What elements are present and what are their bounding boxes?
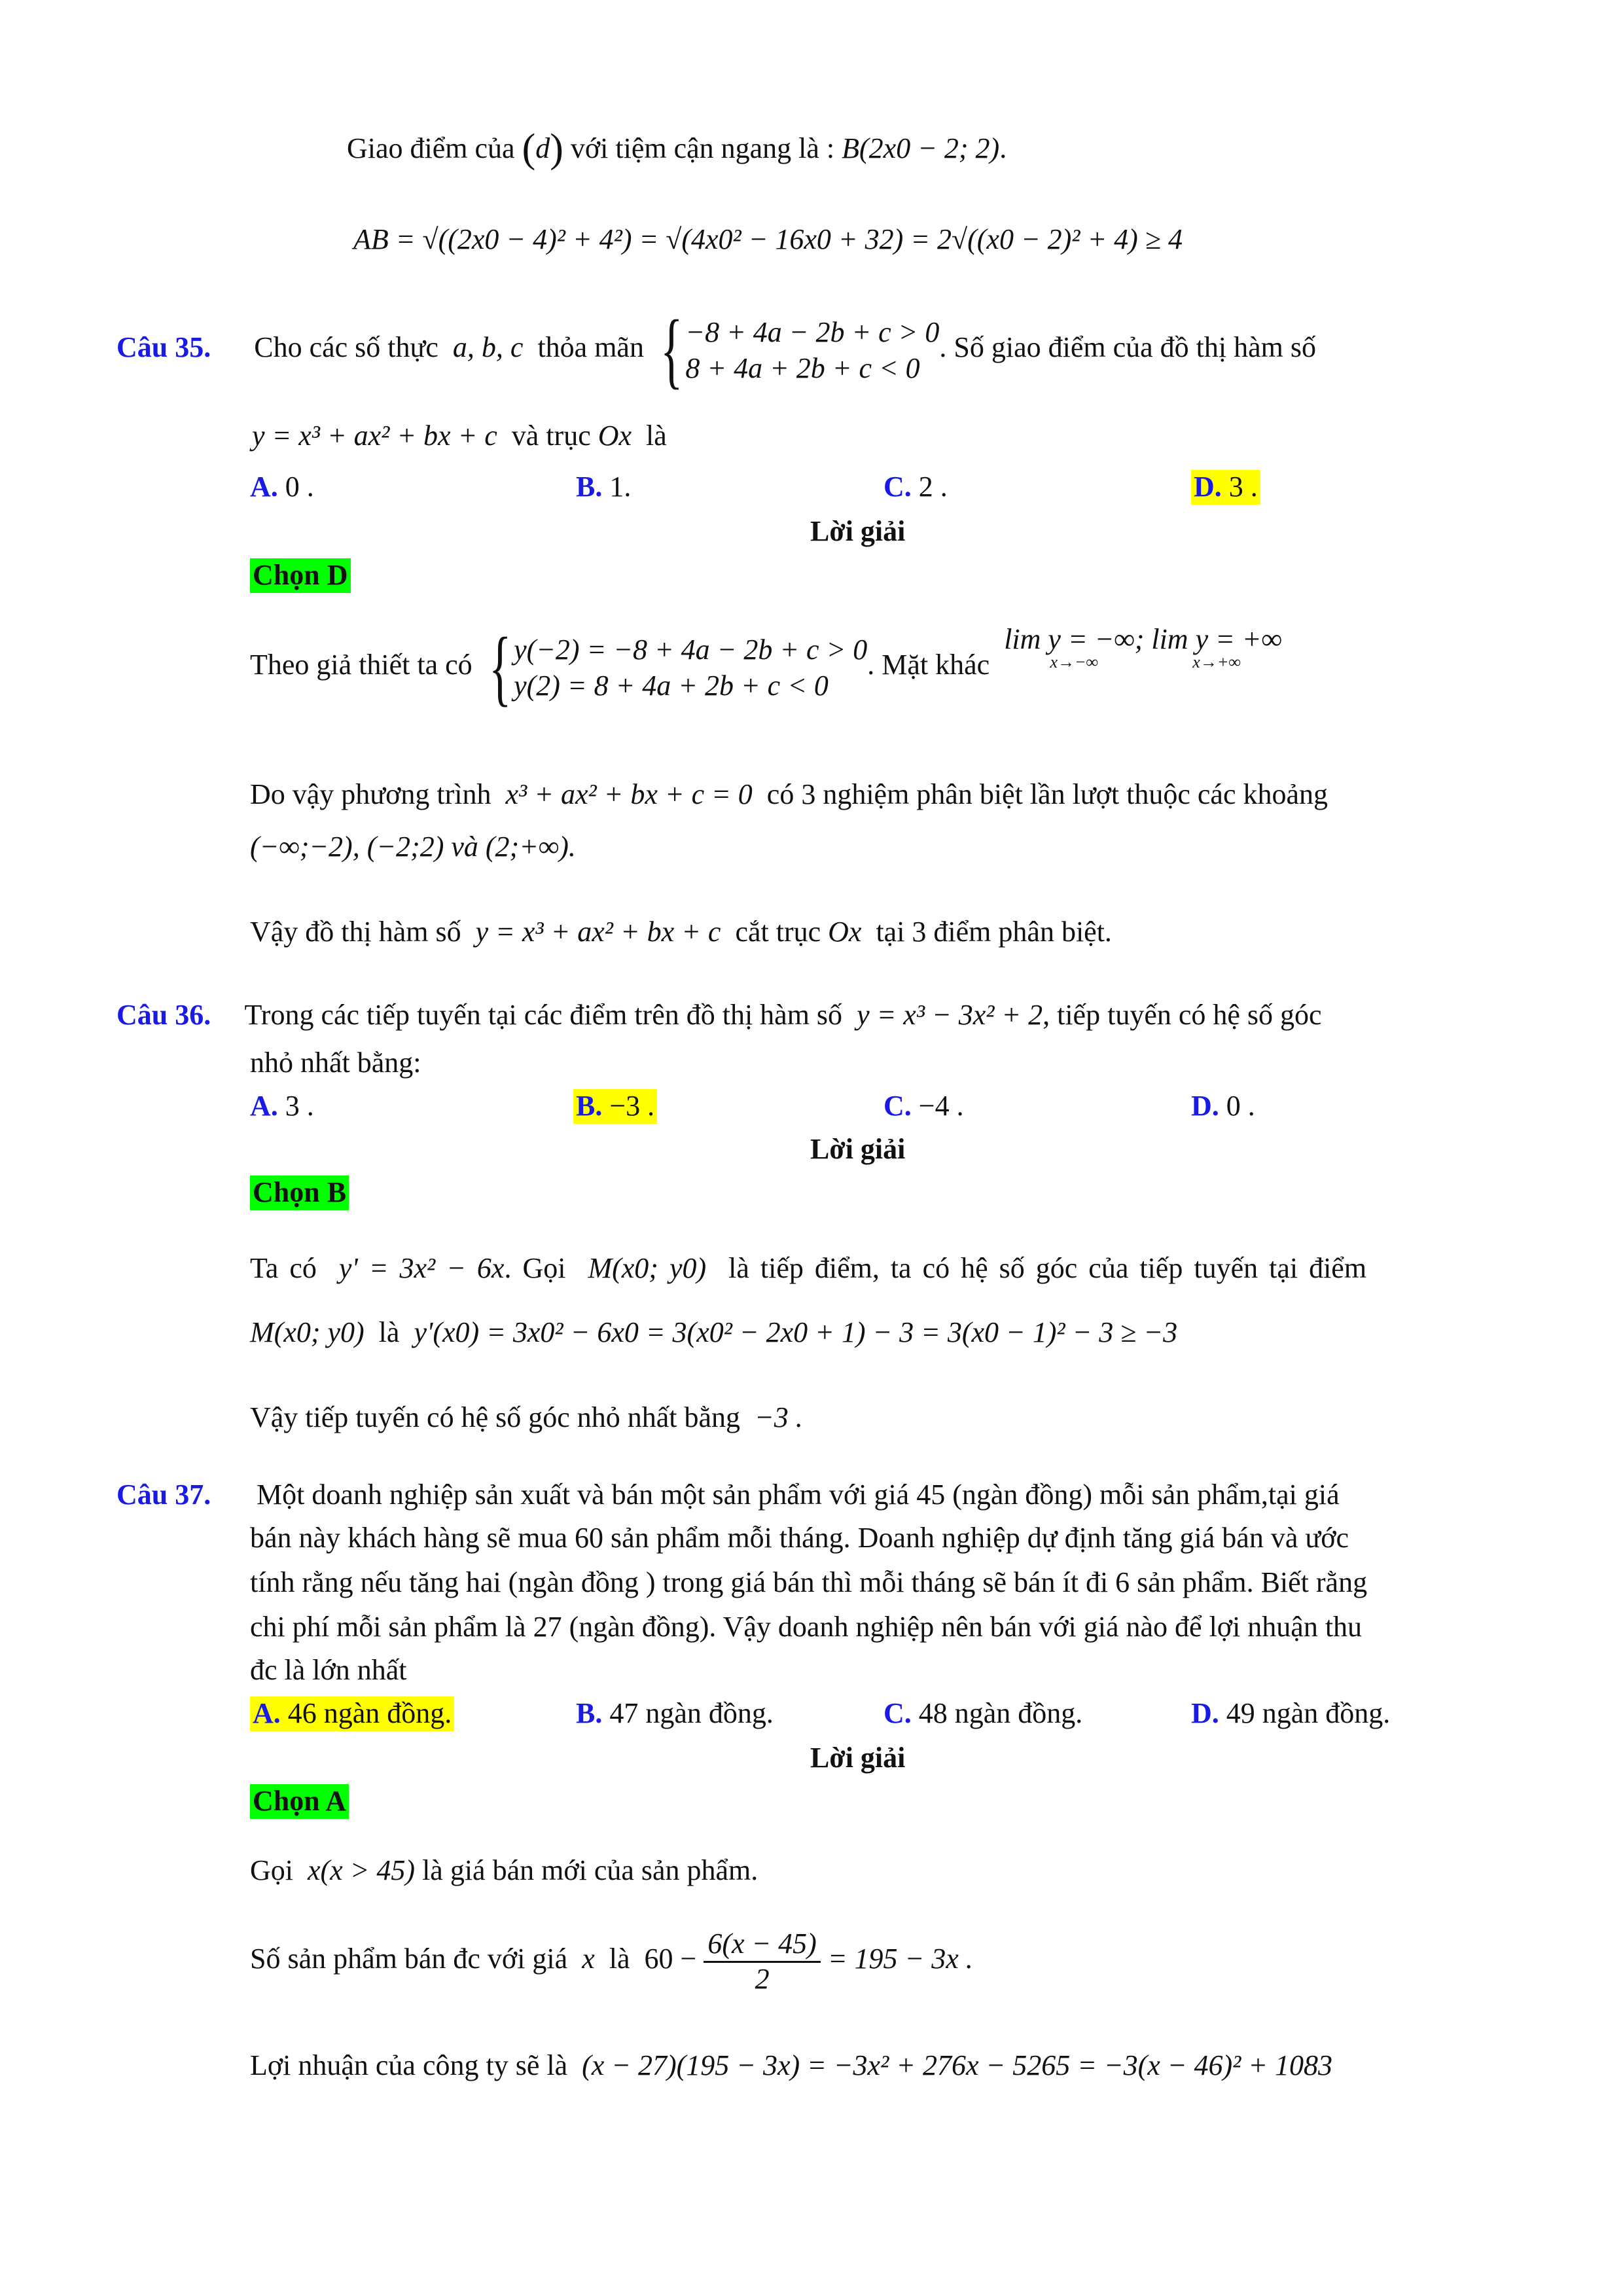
q35-sol3-axis: Ox bbox=[828, 916, 862, 948]
q35-number: Câu 35. bbox=[116, 331, 211, 364]
q37-stem-5: đc là lớn nhất bbox=[250, 1654, 407, 1686]
q36-sol3-text: Vậy tiếp tuyến có hệ số góc nhỏ nhất bằng bbox=[250, 1401, 741, 1433]
q36-option-a-value: 3 . bbox=[285, 1090, 314, 1122]
q37-option-a-label: A. bbox=[253, 1697, 281, 1729]
q35-stem-a: Cho các số thực bbox=[254, 331, 438, 364]
q35-choice: Chọn D bbox=[250, 558, 351, 593]
q35-sys2: 8 + 4a + 2b + c < 0 bbox=[685, 352, 920, 384]
q37-sol2-a: Số sản phẩm bán đc với giá bbox=[250, 1943, 568, 1975]
q36-option-b-label: B. bbox=[576, 1090, 603, 1122]
q37-stem-1: Một doanh nghiệp sản xuất và bán một sản phẩm với giá 45 (ngàn đồng) mỗi sản phẩm,tại giá bbox=[257, 1479, 1340, 1511]
q35-sol3-a: Vậy đồ thị hàm số bbox=[250, 916, 461, 948]
ab-formula: AB = √((2x0 − 4)² + 4²) = √(4x0² − 16x0 + 32) = 2√((x0 − 2)² + 4) ≥ 4 bbox=[353, 223, 1183, 255]
q35-option-d-value: 3 . bbox=[1228, 471, 1258, 503]
q35-stem-end: là bbox=[646, 420, 667, 452]
q37-number bbox=[116, 1478, 211, 1513]
q35-sol1-b: . Mặt khác bbox=[867, 649, 990, 681]
q36-sol2-point: M(x0; y0) bbox=[250, 1316, 365, 1348]
q35-option-d-label: D. bbox=[1194, 471, 1222, 503]
q37-option-d-label: D. bbox=[1191, 1697, 1219, 1729]
q36-sol3-value: −3 . bbox=[755, 1401, 803, 1433]
q35-option-b[interactable] bbox=[576, 470, 631, 505]
q36-choice: Chọn B bbox=[250, 1175, 349, 1210]
q36-option-b[interactable] bbox=[573, 1089, 657, 1124]
q36-option-c-value: −4 . bbox=[918, 1090, 964, 1122]
q37-option-b[interactable] bbox=[576, 1696, 774, 1731]
q37-stem-4: chi phí mỗi sản phẩm là 27 (ngàn đồng). Vậy doanh nghiệp nên bán với giá nào để lợi nhuận thu bbox=[250, 1611, 1363, 1643]
q36-function: y = x³ − 3x² + 2 bbox=[857, 999, 1043, 1031]
q36-sol2-is: là bbox=[378, 1316, 400, 1348]
q35-vars: a, b, c bbox=[452, 331, 524, 364]
q35-sol2-a: Do vậy phương trình bbox=[250, 778, 491, 810]
q35-sol1-sys1: y(−2) = −8 + 4a − 2b + c > 0 bbox=[514, 634, 868, 666]
q37-sol1-a: Gọi bbox=[250, 1854, 293, 1886]
q36-sol2 bbox=[250, 1316, 1177, 1350]
q36-option-d[interactable] bbox=[1191, 1089, 1255, 1124]
q36-option-c[interactable] bbox=[883, 1089, 964, 1124]
q36-stem-line1 bbox=[116, 998, 1322, 1033]
q35-lim2-expr: lim y = +∞ bbox=[1151, 623, 1282, 655]
q36-option-b-value: −3 . bbox=[609, 1090, 655, 1122]
q35-sol3 bbox=[250, 915, 1112, 950]
q37-sol1-b: là giá bán mới của sản phẩm. bbox=[422, 1854, 758, 1886]
q37-option-c-label: C. bbox=[883, 1697, 912, 1729]
q35-lim1 bbox=[1004, 625, 1144, 671]
q36-derivative: y' = 3x² − 6x bbox=[338, 1252, 505, 1284]
q37-number-label: Câu 37. bbox=[116, 1479, 211, 1511]
q35-lim1-expr: lim y = −∞; bbox=[1004, 623, 1145, 655]
q35-stem-line1: Câu 35. Cho các số thực a, b, c thỏa mãn {−8 + 4a − 2b + c > 0 8 + 4a + 2b + c < 0. Số giao điểm của đồ thị hàm số bbox=[116, 303, 1316, 397]
q35-option-a-label: A. bbox=[250, 471, 278, 503]
q35-option-c-label: C. bbox=[883, 471, 912, 503]
q35-sol3-fn: y = x³ + ax² + bx + c bbox=[475, 916, 721, 948]
q36-option-d-value: 0 . bbox=[1226, 1090, 1255, 1122]
q36-stem-a: Trong các tiếp tuyến tại các điểm trên đồ thị hàm số bbox=[244, 999, 843, 1031]
q37-sol2-denominator: 2 bbox=[755, 1962, 770, 1995]
q37-sol2-lead: 60 − bbox=[644, 1943, 697, 1975]
q35-stem-c: . Số giao điểm của đồ thị hàm số bbox=[939, 331, 1316, 364]
q36-stem-line2: nhỏ nhất bằng: bbox=[250, 1047, 421, 1079]
q37-sol2 bbox=[250, 1928, 973, 1996]
q37-option-d[interactable] bbox=[1191, 1696, 1390, 1731]
q35-lim2 bbox=[1151, 625, 1282, 671]
q36-option-a[interactable] bbox=[250, 1089, 314, 1124]
q35-sol3-c: tại 3 điểm phân biệt. bbox=[876, 916, 1112, 948]
line-d: d bbox=[535, 132, 550, 164]
q37-solution-heading: Lời giải bbox=[810, 1742, 906, 1774]
q37-option-c[interactable] bbox=[883, 1696, 1082, 1731]
q36-sol1-c: là tiếp điểm, ta có hệ số góc của tiếp tuyến tại điểm bbox=[728, 1252, 1367, 1284]
q35-stem-rest: và trục bbox=[511, 420, 591, 452]
q35-sol1-system bbox=[514, 632, 867, 704]
q35-function: y = x³ + ax² + bx + c bbox=[252, 420, 497, 452]
q36-sol1-a: Ta có bbox=[250, 1252, 317, 1284]
q37-option-a[interactable] bbox=[250, 1696, 454, 1731]
q36-number: Câu 36. bbox=[116, 999, 211, 1031]
q37-choice: Chọn A bbox=[250, 1784, 349, 1819]
q36-option-a-label: A. bbox=[250, 1090, 278, 1122]
q37-stem-2: bán này khách hàng sẽ mua 60 sản phẩm mỗi tháng. Doanh nghiệp dự định tăng giá bán và ước bbox=[250, 1522, 1349, 1554]
q35-lim1-sub: x→−∞ bbox=[1050, 653, 1099, 672]
q36-solution-heading: Lời giải bbox=[810, 1133, 906, 1165]
intersection-point: B(2x0 − 2; 2) bbox=[842, 132, 1000, 164]
q37-sol3-eq: (x − 27)(195 − 3x) = −3x² + 276x − 5265 = −3(x − 46)² + 1083 bbox=[582, 2049, 1332, 2081]
q37-sol2-x: x bbox=[582, 1943, 595, 1975]
q35-sol2-eq: x³ + ax² + bx + c = 0 bbox=[505, 778, 753, 810]
q35-sol1: Theo giả thiết ta có {y(−2) = −8 + 4a − 2b + c > 0 y(2) = 8 + 4a + 2b + c < 0. Mặt khác lim y = −∞; x→−∞ lim y = +∞ x→+∞ bbox=[250, 620, 1282, 715]
q36-sol1-b: . Gọi bbox=[504, 1252, 566, 1284]
q35-lim2-sub: x→+∞ bbox=[1192, 653, 1241, 672]
q36-option-d-label: D. bbox=[1191, 1090, 1219, 1122]
q37-option-c-value: 48 ngàn đồng. bbox=[918, 1697, 1083, 1729]
q35-sol2-line1 bbox=[250, 778, 1328, 812]
intersection-text: Giao điểm của bbox=[347, 132, 515, 164]
q35-option-c-value: 2 . bbox=[918, 471, 948, 503]
q35-option-d[interactable] bbox=[1191, 470, 1260, 505]
q35-sys1: −8 + 4a − 2b + c > 0 bbox=[685, 316, 940, 348]
q35-axis: Ox bbox=[597, 420, 632, 452]
q35-stem-line2 bbox=[252, 419, 667, 454]
q37-sol2-fraction bbox=[704, 1928, 821, 1996]
q36-sol1 bbox=[250, 1251, 1366, 1286]
q35-sol2-b: có 3 nghiệm phân biệt lần lượt thuộc các khoảng bbox=[766, 778, 1329, 810]
q35-option-a[interactable] bbox=[250, 470, 314, 505]
q36-stem-b: , tiếp tuyến có hệ số góc bbox=[1043, 999, 1322, 1031]
q35-solution-heading: Lời giải bbox=[810, 515, 906, 547]
q35-option-b-value: 1. bbox=[609, 471, 632, 503]
q35-sol2-intervals: (−∞;−2), (−2;2) và (2;+∞). bbox=[250, 831, 576, 863]
intersection-mid: với tiệm cận ngang là : bbox=[570, 132, 835, 164]
q37-option-d-value: 49 ngàn đồng. bbox=[1226, 1697, 1391, 1729]
q36-sol2-eq: y'(x0) = 3x0² − 6x0 = 3(x0² − 2x0 + 1) − 3 = 3(x0 − 1)² − 3 ≥ −3 bbox=[414, 1316, 1178, 1348]
q36-option-c-label: C. bbox=[883, 1090, 912, 1122]
q35-sol3-b: cắt trục bbox=[735, 916, 821, 948]
q36-sol3 bbox=[250, 1401, 803, 1435]
q35-option-a-value: 0 . bbox=[285, 471, 314, 503]
q35-stem-b: thỏa mãn bbox=[537, 331, 644, 364]
q37-sol2-b: là bbox=[609, 1943, 630, 1975]
q35-system bbox=[685, 314, 939, 386]
q36-sol1-point: M(x0; y0) bbox=[588, 1252, 707, 1284]
q37-sol2-result: = 195 − 3x . bbox=[827, 1943, 973, 1975]
q35-option-c[interactable] bbox=[883, 470, 948, 505]
q37-sol3 bbox=[250, 2049, 1332, 2083]
q37-sol2-numerator: 6(x − 45) bbox=[704, 1928, 821, 1963]
q37-stem-3: tính rằng nếu tăng hai (ngàn đồng ) trong giá bán thì mỗi tháng sẽ bán ít đi 6 sản phẩm. Biết rằng bbox=[250, 1566, 1368, 1598]
q35-option-b-label: B. bbox=[576, 471, 603, 503]
q37-option-b-label: B. bbox=[576, 1697, 603, 1729]
q37-sol1-var: x(x > 45) bbox=[308, 1854, 416, 1886]
q37-sol3-a: Lợi nhuận của công ty sẽ là bbox=[250, 2049, 568, 2081]
q37-option-b-value: 47 ngàn đồng. bbox=[609, 1697, 774, 1729]
intersection-line: Giao điểm của (d) với tiệm cận ngang là : B(2x0 − 2; 2). bbox=[347, 126, 1007, 171]
q35-sol1-text: Theo giả thiết ta có bbox=[250, 649, 473, 681]
q37-sol1 bbox=[250, 1854, 758, 1888]
q37-option-a-value: 46 ngàn đồng. bbox=[287, 1697, 452, 1729]
q35-sol1-sys2: y(2) = 8 + 4a + 2b + c < 0 bbox=[514, 670, 829, 702]
